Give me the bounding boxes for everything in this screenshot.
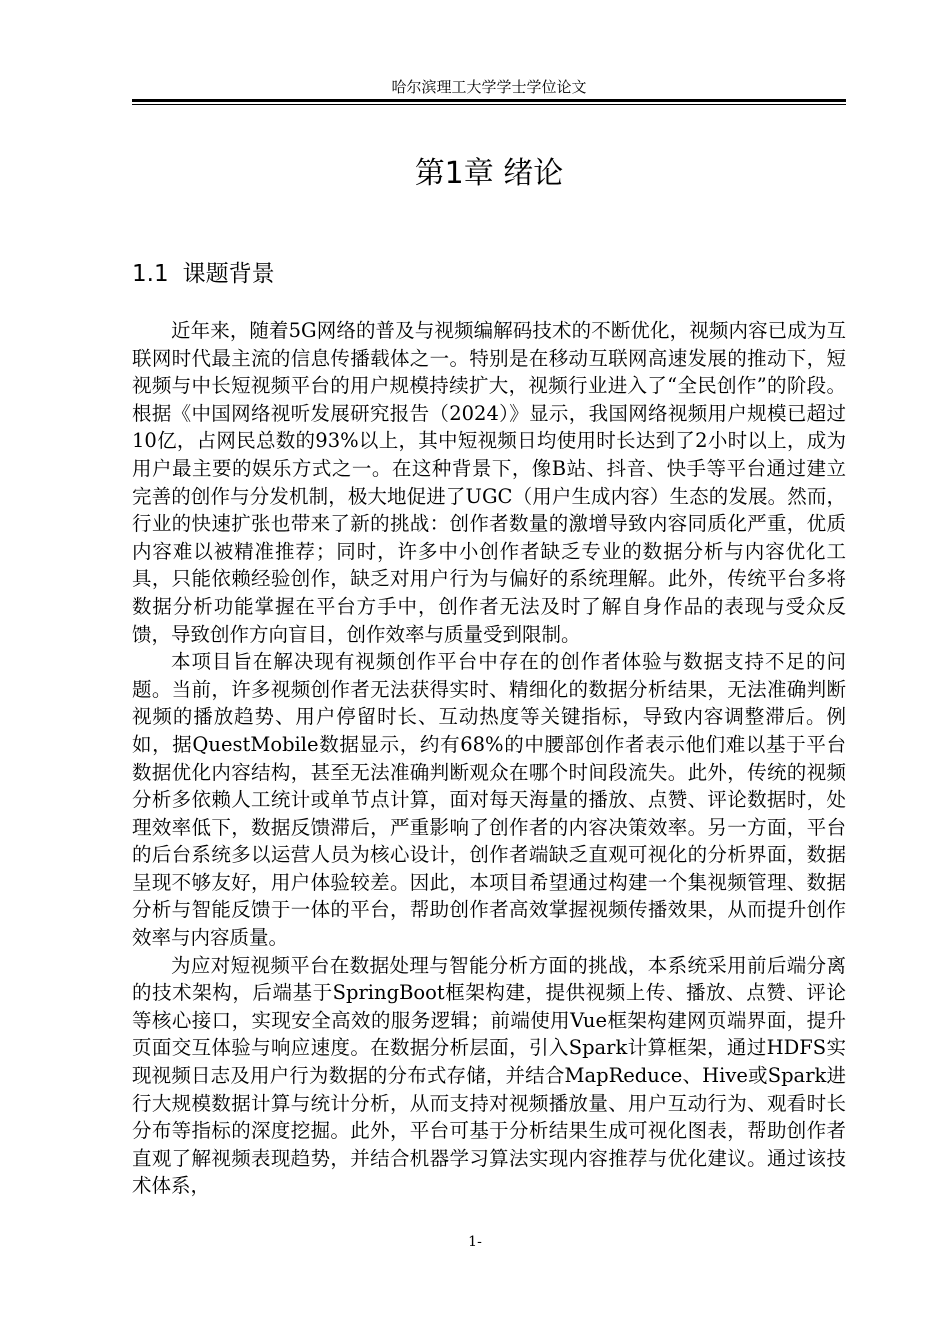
section-title: 课题背景: [182, 261, 275, 287]
page-number: 1-: [468, 1234, 482, 1250]
body-text: [132, 317, 846, 1200]
header-rule-thick: [132, 99, 846, 102]
paragraph-2: 本项目旨在解决现有视频创作平台中存在的创作者体验与数据支持不足的问题。当前，许多视频创作者无法获得实时、精细化的数据分析结果，无法准确判断视频的播放趋势、用户停留时长、互动热度等关键指标，导致内容调整滞后。例如，据QuestMobile数据显示，约有68%的中腰部创作者表示他们难以基于平台数据优化内容结构，甚至无法准确判断观众在哪个时间段流失。此外，传统的视频分析多依赖人工统计或单节点计算，面对每天海量的播放、点赞、评论数据时，处理效率低下，数据反馈滞后，严重影响了创作者的内容决策效率。另一方面，平台的后台系统多以运营人员为核心设计，创作者端缺乏直观可视化的分析界面，数据呈现不够友好，用户体验较差。因此，本项目希望通过构建一个集视频管理、数据分析与智能反馈于一体的平台，帮助创作者高效掌握视频传播效果，从而提升创作效率与内容质量。: [132, 650, 846, 950]
paragraph-1: 近年来，随着5G网络的普及与视频编解码技术的不断优化，视频内容已成为互联网时代最主流的信息传播载体之一。特别是在移动互联网高速发展的推动下，短视频与中长短视频平台的用户规模持续扩大，视频行业进入了“全民创作”的阶段。根据《中国网络视听发展研究报告（2024）》显示，我国网络视频用户规模已超过10亿，占网民总数的93%以上，其中短视频日均使用时长达到了2小时以上，成为用户最主要的娱乐方式之一。在这种背景下，像B站、抖音、快手等平台通过建立完善的创作与分发机制，极大地促进了UGC（用户生成内容）生态的发展。然而，行业的快速扩张也带来了新的挑战：创作者数量的激增导致内容同质化严重，优质内容难以被精准推荐；同时，许多中小创作者缺乏专业的数据分析与内容优化工具，只能依赖经验创作，缺乏对用户行为与偏好的系统理解。此外，传统平台多将数据分析功能掌握在平台方手中，创作者无法及时了解自身作品的表现与受众反馈，导致创作方向盲目，创作效率与质量受到限制。: [132, 319, 846, 646]
running-header: 哈尔滨理工大学学士学位论文: [391, 78, 587, 96]
chapter-title: 第1章 绪论: [414, 156, 564, 191]
paragraph-3: 为应对短视频平台在数据处理与智能分析方面的挑战，本系统采用前后端分离的技术架构，后端基于SpringBoot框架构建，提供视频上传、播放、点赞、评论等核心接口，实现安全高效的服务逻辑；前端使用Vue框架构建网页端界面，提升页面交互体验与响应速度。在数据分析层面，引入Spark计算框架，通过HDFS实现视频日志及用户行为数据的分布式存储，并结合MapReduce、Hive或Spark进行大规模数据计算与统计分析，从而支持对视频播放量、用户互动行为、观看时长分布等指标的深度挖掘。此外，平台可基于分析结果生成可视化图表，帮助创作者直观了解视频表现趋势，并结合机器学习算法实现内容推荐与优化建议。通过该技术体系，: [132, 953, 846, 1198]
header-rule-thin: [132, 104, 846, 105]
section-heading: [132, 258, 275, 290]
section-number: 1.1: [132, 261, 169, 287]
